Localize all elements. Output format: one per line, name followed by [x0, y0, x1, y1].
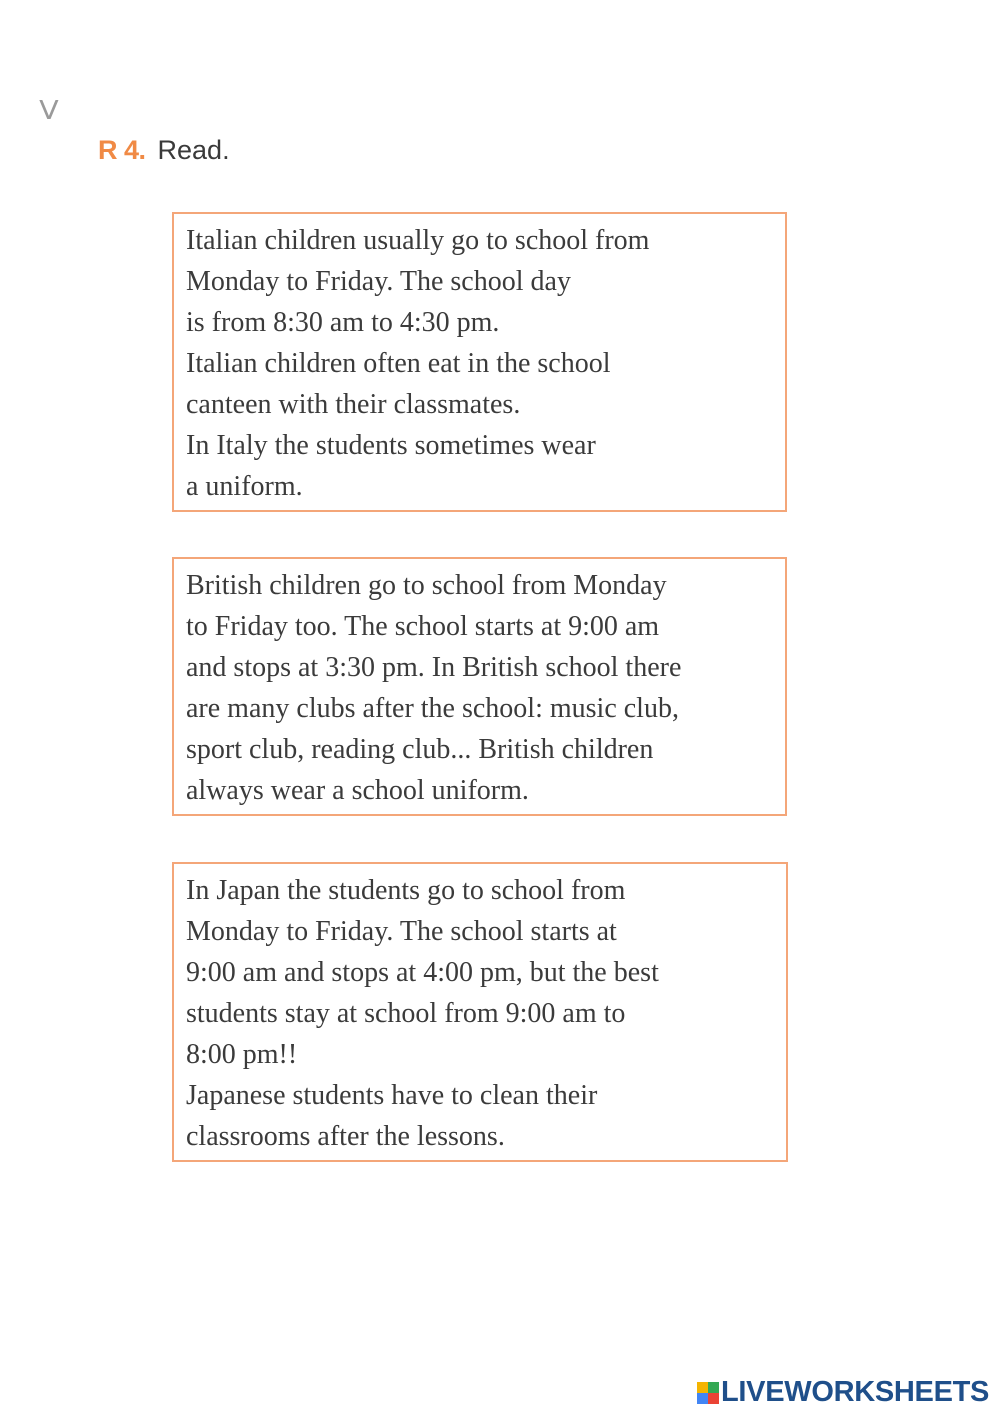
liveworksheets-logo-icon [697, 1382, 719, 1404]
text-line: is from 8:30 am to 4:30 pm. [186, 307, 500, 338]
text-line: British children go to school from Monday [186, 570, 667, 601]
check-mark: V [39, 96, 59, 126]
text-line: a uniform. [186, 471, 303, 502]
text-line: Monday to Friday. The school starts at [186, 916, 617, 947]
text-line: Monday to Friday. The school day [186, 266, 571, 297]
text-line: In Japan the students go to school from [186, 875, 626, 906]
text-line: 9:00 am and stops at 4:00 pm, but the best [186, 957, 659, 988]
text-line: classrooms after the lessons. [186, 1121, 505, 1152]
liveworksheets-logo[interactable] [697, 1376, 989, 1409]
exercise-number: R 4. [98, 135, 146, 165]
text-line: 8:00 pm!! [186, 1039, 298, 1070]
logo-text: LIVEWORKSHEETS [721, 1376, 990, 1408]
text-box-japan [172, 862, 788, 1162]
exercise-heading [98, 132, 230, 168]
text-box-britain [172, 557, 787, 816]
text-line: canteen with their classmates. [186, 389, 521, 420]
text-box-italy [172, 212, 787, 512]
exercise-instruction: Read. [157, 135, 230, 165]
text-line: are many clubs after the school: music club, [186, 693, 679, 724]
text-line: always wear a school uniform. [186, 775, 529, 806]
text-line: Italian children usually go to school from [186, 225, 650, 256]
text-line: to Friday too. The school starts at 9:00 am [186, 611, 660, 642]
text-line: sport club, reading club... British children [186, 734, 654, 765]
text-line: students stay at school from 9:00 am to [186, 998, 626, 1029]
text-line: In Italy the students sometimes wear [186, 430, 596, 461]
text-line: Japanese students have to clean their [186, 1080, 598, 1111]
text-line: and stops at 3:30 pm. In British school there [186, 652, 682, 683]
text-line: Italian children often eat in the school [186, 348, 611, 379]
